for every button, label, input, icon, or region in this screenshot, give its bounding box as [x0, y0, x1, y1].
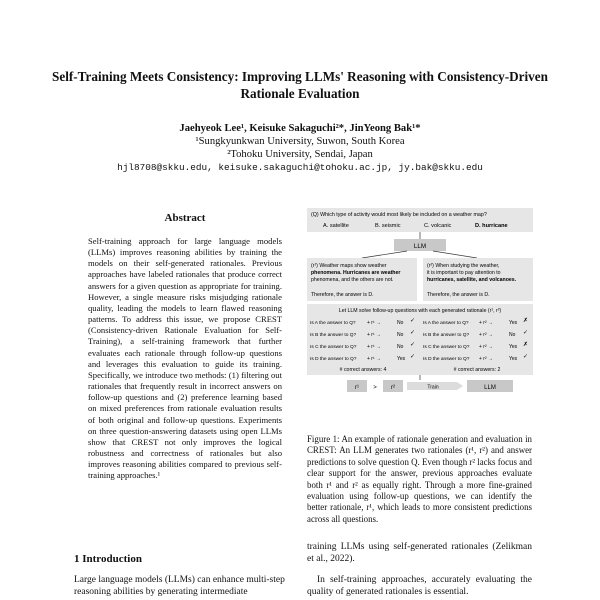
option-a: A. satellite [323, 223, 349, 229]
r1-line-1: (r¹) Weather maps show weather [311, 263, 387, 269]
figure-caption: Figure 1: An example of rationale generation and evaluation in CREST: An LLM generates two rationales (r¹, r²) and answer predictions to solve question Q. Even though r² lacks focus and clear support for the answer, previous approaches evaluate both r¹ and r² as equally right. Through a more fine-grained evaluation using follow-up questions, we can identify the better rationale, r¹, which leads to more consistent predictions across all questions. [307, 434, 532, 524]
right-combo-2: + r² → [479, 332, 494, 338]
left-result-1: No [397, 320, 404, 326]
left-combo-3: + r¹ → [367, 344, 382, 350]
right-paragraph-1: training LLMs using self-generated rationales (Zelikman et al., 2022). [307, 542, 532, 565]
left-result-2: No [397, 332, 404, 338]
right-combo-1: + r² → [479, 320, 494, 326]
right-result-4: Yes [509, 356, 518, 362]
author-emails: hjl8708@skku.edu, keisuke.sakaguchi@tohoku.ac.jp, jy.bak@skku.edu [117, 162, 483, 173]
left-result-3: No [397, 344, 404, 350]
left-combo-2: + r¹ → [367, 332, 382, 338]
pref-r2: r² [391, 385, 395, 391]
affiliation-2: ²Tohoku University, Sendai, Japan [227, 149, 373, 160]
pref-r1: r¹ [355, 385, 359, 391]
question-text: (Q) Which type of activity would most likely be included on a weather map? [311, 212, 487, 218]
train-label: Train [427, 384, 439, 391]
r1-line-3: phenomena, and the others are not. [311, 277, 394, 283]
right-result-2: No [509, 332, 516, 338]
r2-line-2: it is important to pay attention to [427, 270, 501, 276]
option-d: D. hurricane [475, 223, 508, 229]
cross-icon: ✗ [523, 342, 529, 348]
r1-answer: Therefore, the answer is D. [311, 292, 374, 298]
right-row-3: Is C the answer to Q? [423, 345, 470, 350]
right-correct-count: # correct answers: 2 [453, 367, 501, 373]
affiliation-1: ¹Sungkyunkwan University, Suwon, South Korea [195, 136, 405, 147]
left-row-4: Is D the answer to Q? [310, 357, 357, 362]
right-combo-3: + r² → [479, 344, 494, 350]
r2-answer: Therefore, the answer is D. [427, 292, 490, 298]
check-icon: ✓ [410, 318, 416, 324]
check-icon: ✓ [410, 342, 416, 348]
abstract-heading: Abstract [164, 212, 206, 224]
followup-box [307, 304, 533, 375]
llm-label-2: LLM [484, 385, 496, 391]
cross-icon: ✗ [523, 318, 529, 324]
followup-title: Let LLM solve follow-up questions with each generated rationale (r¹, r²) [338, 308, 502, 314]
llm-label: LLM [413, 243, 427, 250]
option-c: C. volcanic [424, 223, 452, 229]
intro-heading: 1 Introduction [74, 553, 142, 565]
left-row-1: Is A the answer to Q? [310, 321, 356, 326]
r1-line-2: phenomena. Hurricanes are weather [311, 270, 401, 276]
check-icon: ✓ [410, 354, 416, 360]
paper-title: Self-Training Meets Consistency: Improving LLMs' Reasoning with Consistency-Driven Rationale Evaluation [52, 69, 548, 101]
intro-text: Large language models (LLMs) can enhance multi-step reasoning abilities by generating intermediate [74, 575, 285, 597]
r2-line-1: (r²) When studying the weather, [427, 263, 500, 269]
arrow-llm-r1 [362, 251, 407, 258]
author-names: Jaehyeok Lee¹, Keisuke Sakaguchi²*, JinYeong Bak¹* [179, 123, 421, 134]
check-icon: ✓ [523, 330, 529, 336]
right-result-3: Yes [509, 344, 518, 350]
right-row-1: Is A the answer to Q? [423, 321, 469, 326]
right-paragraph-2: In self-training approaches, accurately evaluating the quality of generated rationales is essential. [307, 575, 532, 598]
right-row-4: Is D the answer to Q? [423, 357, 470, 362]
left-combo-1: + r¹ → [367, 320, 382, 326]
abstract-text: Self-training approach for large language models (LLMs) improves reasoning abilities by training the models on their self-generated rationales. Previous approaches have labeled rationales that produce correct answers for a given question as appropriate for training. However, a single measure risks misjudging rationale quality, leading the models to learn flawed reasoning patterns. To address this issue, we propose CREST (Consistency-driven Rationale Evaluation for Self-Training), a self-training framework that further evaluates each rationale through follow-up questions and leverages this evaluation to guide its training. Specifically, we introduce two methods: (1) filtering out rationales that frequently result in incorrect answers on follow-up questions and (2) preference learning based on mixed preferences from rationale evaluation results of both original and follow-up questions. Experiments on three question-answering datasets using open LLMs show that CREST not only improves the logical robustness and correctness of rationales but also improves reasoning abilities compared to previous self-training approaches.¹ [88, 236, 282, 481]
check-icon: ✓ [410, 330, 416, 336]
figure-1 [307, 208, 533, 400]
left-correct-count: # correct answers: 4 [339, 367, 387, 373]
left-row-2: Is B the answer to Q? [310, 333, 357, 338]
check-icon: ✓ [523, 354, 529, 360]
left-row-3: Is C the answer to Q? [310, 345, 357, 350]
right-row-2: Is B the answer to Q? [423, 333, 470, 338]
arrow-llm-r2 [433, 251, 477, 258]
r2-line-3: hurricanes, satellite, and volcanoes. [427, 277, 517, 283]
option-b: B. seismic [375, 223, 401, 229]
right-combo-4: + r² → [479, 356, 494, 362]
left-result-4: Yes [397, 356, 406, 362]
right-result-1: Yes [509, 320, 518, 326]
author-block [40, 122, 560, 174]
left-combo-4: + r¹ → [367, 356, 382, 362]
pref-gt: > [373, 385, 377, 391]
